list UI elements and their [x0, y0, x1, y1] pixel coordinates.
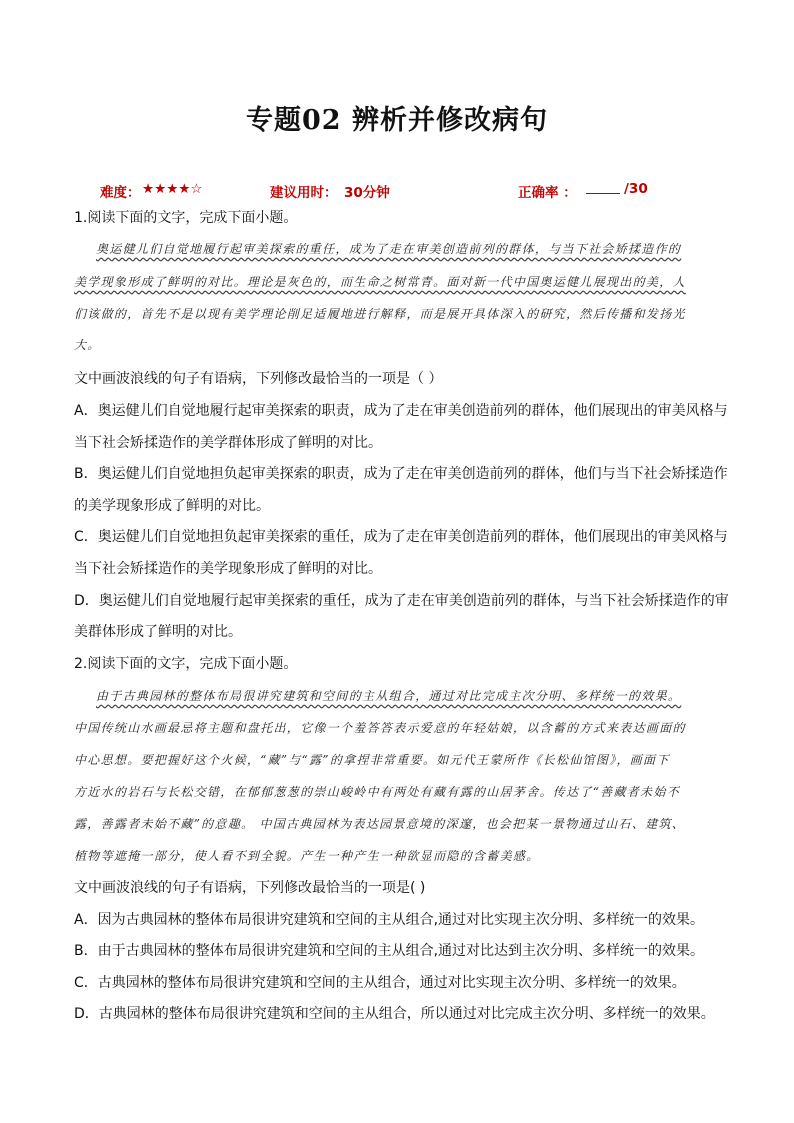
q2-option-a: A．因为古典园林的整体布局很讲究建筑和空间的主从组合,通过对比实现主次分明、多样统一的效果。 — [74, 912, 705, 928]
q1-option-a-cont: 当下社会矫揉造作的美学群体形成了鲜明的对比。 — [74, 435, 382, 451]
q2-option-b: B．由于古典园林的整体布局很讲究建筑和空间的主从组合,通过对比达到主次分明、多样统一的效果。 — [74, 943, 705, 959]
q1-option-b: B．奥运健儿们自觉地担负起审美探索的职责，成为了走在审美创造前列的群体，他们与当下社会矫揉造作 — [74, 466, 728, 482]
accuracy-label: 正确率 ： — [518, 185, 577, 201]
q1-option-d: D．奥运健儿们自觉地履行起审美探索的重任，成为了走在审美创造前列的群体，与当下社会矫揉造作的审 — [74, 593, 729, 609]
q1-option-b-cont: 的美学现象形成了鲜明的对比。 — [74, 498, 270, 514]
q2-option-d: D．古典园林的整体布局很讲究建筑和空间的主从组合，所以通过对比完成主次分明、多样统一的效果。 — [74, 1006, 715, 1022]
q1-passage-line: 奥运健儿们自觉地履行起审美探索的重任，成为了走在审美创造前列的群体，与当下社会矫揉造作的 — [96, 242, 682, 256]
q2-passage-line: 方近水的岩石与长松交错，在郁郁葱葱的崇山峻岭中有两处有藏有露的山居茅舍。传达了“善藏者未始不 — [74, 785, 680, 799]
q1-option-c-cont: 当下社会矫揉造作的美学现象形成了鲜明的对比。 — [74, 561, 382, 577]
time-value: 30分钟 — [344, 185, 390, 201]
q2-passage-line: 中国传统山水画最忌将主题和盘托出，它像一个羞答答表示爱意的年轻姑娘，以含蓄的方式来表达画面的 — [74, 721, 686, 735]
q2-passage-line: 露，善露者未始不藏”的意趣。 中国古典园林为表达园景意境的深邃，也会把某一景物通过山石、建筑、 — [74, 817, 686, 831]
q1-question: 文中画波浪线的句子有语病，下列修改最恰当的一项是（ ） — [74, 371, 443, 387]
time-label: 建议用时： — [270, 185, 338, 201]
q1-passage-line: 美学现象形成了鲜明的对比。理论是灰色的，而生命之树常青。面对新一代中国奥运健儿展现出的美，人 — [74, 275, 686, 289]
q2-passage-line: 中心思想。要把握好这个火候，“藏”与“露”的拿捏非常重要。如元代王蒙所作《长松仙馆图》，画面下 — [74, 753, 670, 767]
q1-option-a: A．奥运健儿们自觉地履行起审美探索的职责，成为了走在审美创造前列的群体，他们展现出的审美风格与 — [74, 403, 728, 419]
accuracy-total: /30 — [624, 181, 648, 197]
meta-bar — [100, 181, 700, 201]
difficulty-stars: ★★★★☆ — [142, 181, 203, 197]
q2-stem: 2.阅读下面的文字，完成下面小题。 — [74, 656, 298, 672]
q1-option-d-cont: 美群体形成了鲜明的对比。 — [74, 624, 242, 640]
q2-passage-line: 植物等遮掩一部分，使人看不到全貌。产生一种产生一种欲显而隐的含蓄美感。 — [74, 849, 540, 863]
q1-passage-line: 们该做的，首先不是以现有美学理论削足适履地进行解释，而是展开具体深入的研究，然后传播和发扬光 — [74, 307, 686, 321]
difficulty-label: 难度： — [100, 185, 141, 201]
answer-blank — [586, 181, 620, 198]
q2-passage-line: 由于古典园林的整体布局很讲究建筑和空间的主从组合，通过对比完成主次分明、多样统一的效果。 — [96, 689, 682, 703]
page-title: 专题02 辨析并修改病句 — [246, 105, 548, 136]
q2-option-c: C．古典园林的整体布局很讲究建筑和空间的主从组合，通过对比实现主次分明、多样统一的效果。 — [74, 975, 686, 991]
q1-option-c: C．奥运健儿们自觉地担负起审美探索的重任，成为了走在审美创造前列的群体，他们展现出的审美风格与 — [74, 529, 728, 545]
q2-question: 文中画波浪线的句子有语病，下列修改最恰当的一项是( ) — [74, 880, 426, 896]
q1-passage-line: 大。 — [74, 338, 101, 352]
q1-stem: 1.阅读下面的文字，完成下面小题。 — [74, 210, 298, 226]
